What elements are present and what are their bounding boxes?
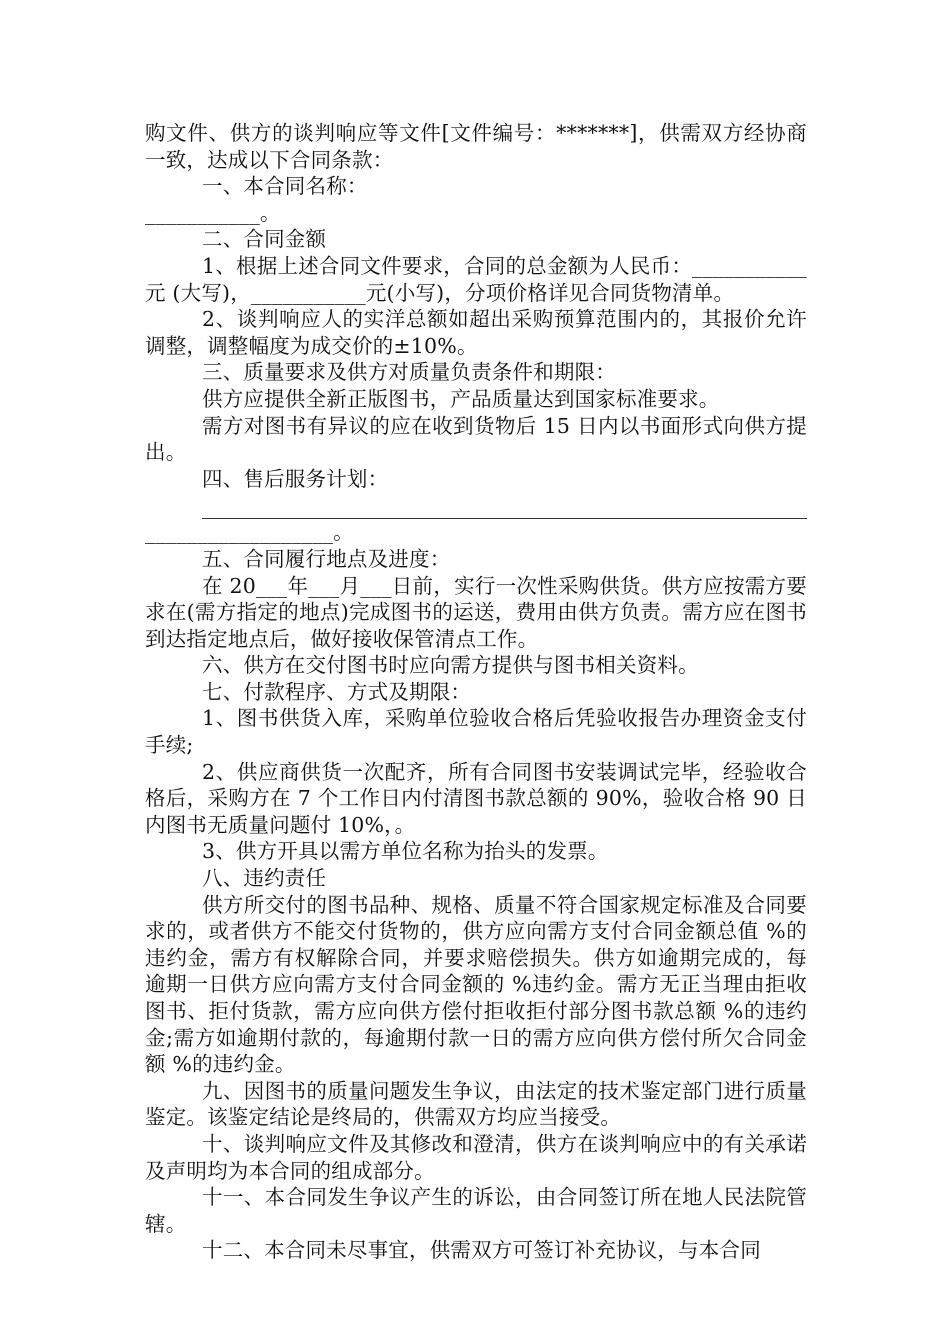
- contract-document: [145, 120, 807, 1264]
- para-quality-2: 需方对图书有异议的应在收到货物后 15 日内以书面形式向供方提出。: [145, 413, 807, 465]
- section-12-para: 十二、本合同未尽事宜，供需双方可签订补充协议，与本合同: [202, 1238, 761, 1263]
- para-delivery: 在 20___年___月___日前，实行一次性采购供货。供方应按需方要求在(需方指定的地点)完成图书的运送，费用由供方负责。需方应在图书到达指定地点后，做好接收保管清点工作。: [145, 573, 807, 651]
- after-sales-blank-rule: [202, 496, 807, 519]
- section-5-heading: 五、合同履行地点及进度：: [202, 546, 451, 571]
- section-11-para: 十一、本合同发生争议产生的诉讼，由合同签订所在地人民法院管辖。: [145, 1185, 807, 1236]
- para-amount-2: 2、谈判响应人的实洋总额如超出采购预算范围内的，其报价允许调整，调整幅度为成交价的±10%。: [145, 307, 807, 358]
- section-6-heading: 六、供方在交付图书时应向需方提供与图书相关资料。: [202, 653, 699, 678]
- para-payment-3: 3、供方开具以需方单位名称为抬头的发票。: [202, 839, 609, 864]
- para-quality-1: 供方应提供全新正版图书，产品质量达到国家标准要求。: [202, 386, 720, 411]
- section-4-heading: 四、售后服务计划：: [202, 466, 389, 491]
- para-intro: 购文件、供方的谈判响应等文件[文件编号：*******]，供需双方经协商一致，达成以下合同条款：: [145, 121, 807, 172]
- section-1-heading: 一、本合同名称：: [202, 174, 368, 199]
- para-amount-1: 1、根据上述合同文件要求，合同的总金额为人民币：___________元 (大写)，___________元(小写)，分项价格详见合同货物清单。: [145, 253, 807, 305]
- contract-name-blank: ___________。: [145, 200, 281, 225]
- section-3-heading: 三、质量要求及供方对质量负责条件和期限：: [202, 360, 616, 385]
- section-2-heading: 二、合同金额: [202, 227, 327, 252]
- para-payment-1: 1、图书供货入库，采购单位验收合格后凭验收报告办理资金支付手续;: [145, 706, 807, 758]
- section-7-heading: 七、付款程序、方式及期限：: [202, 679, 472, 704]
- para-payment-2: 2、供应商供货一次配齐，所有合同图书安装调试完毕，经验收合格后，采购方在 7 个工作日内付清图书款总额的 90%，验收合格 90 日内图书无质量问题付 10%，。: [145, 759, 807, 837]
- section-9-para: 九、因图书的质量问题发生争议，由法定的技术鉴定部门进行质量鉴定。该鉴定结论是终局的，供需双方均应当接受。: [145, 1078, 807, 1130]
- section-10-para: 十、谈判响应文件及其修改和澄清，供方在谈判响应中的有关承诺及声明均为本合同的组成部分。: [145, 1131, 807, 1183]
- para-liability: 供方所交付的图书品种、规格、质量不符合国家规定标准及合同要求的，或者供方不能交付货物的，供方应向需方支付合同金额总值 %的违约金，需方有权解除合同，并要求赔偿损失。供方如逾期完成的，每逾期一日供方应向需方支付合同金额的 %违约金。需方无正当理由拒收图书、拒付货款，需方应向供方偿付拒收拒付部分图书款总额 %的违约金;需方如逾期付款的，每逾期付款一日的需方应向供方偿付所欠合同金额 %的违约金。: [145, 892, 807, 1077]
- section-8-heading: 八、违约责任: [202, 866, 327, 891]
- after-sales-blank: __________________。: [145, 520, 354, 545]
